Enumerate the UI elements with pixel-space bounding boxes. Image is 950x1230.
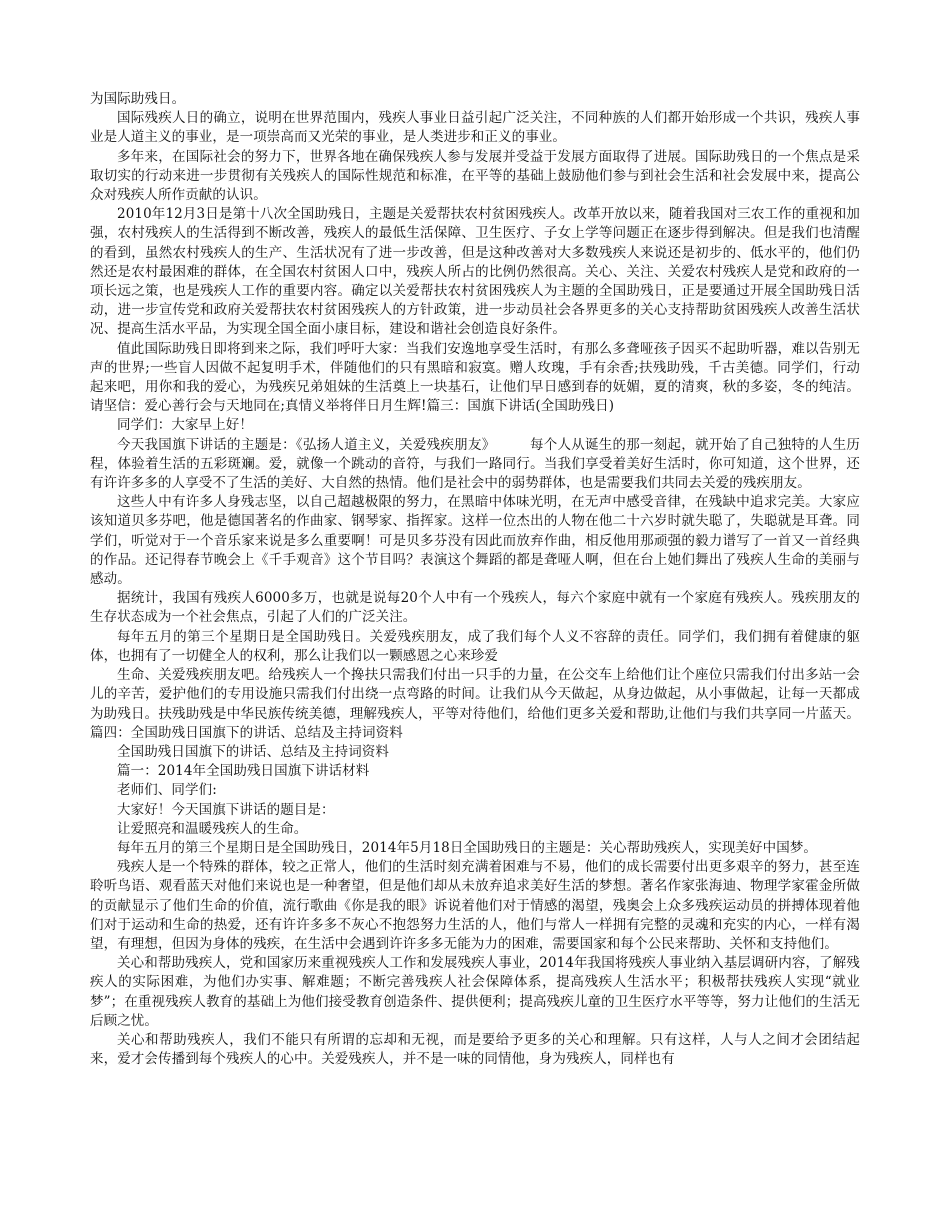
paragraph-19: 关心和帮助残疾人，党和国家历来重视残疾人工作和发展残疾人事业，2014年我国将残疾人事业纳入基层调研内容，了解残疾人的实际困难，为他们办实事、解难题；不断完善残疾人社会保障体系，提高残疾人生活水平；积极帮扶残疾人实现“就业梦”；在重视残疾人教育的基础上为他们接受教育创造条件、提供便利；提高残疾儿童的卫生医疗水平等等，努力让他们的生活无后顾之忧。 bbox=[90, 955, 860, 1029]
paragraph-8: 这些人中有许多人身残志坚，以自己超越极限的努力，在黑暗中体味光明，在无声中感受音律，在残缺中追求完美。大家应该知道贝多芬吧，他是德国著名的作曲家、钢琴家、指挥家。这样一位杰出的人物在他二十六岁时就失聪了，失聪就是耳聋。同学们，听觉对于一个音乐家来说是多么重要啊！可是贝多芬没有因此而放弃作曲，相反他用那顽强的毅力谱写了一首又一首经典的作品。还记得春节晚会上《千手观音》这个节目吗？表演这个舞蹈的都是聋哑人啊，但在台上她们舞出了残疾人生命的美丽与感动。 bbox=[90, 494, 860, 588]
paragraph-20: 关心和帮助残疾人，我们不能只有所谓的忘却和无视，而是要给予更多的关心和理解。只有这样，人与人之间才会团结起来，爱才会传播到每个残疾人的心中。关爱残疾人，并不是一味的同情他，身为残疾人，同样也有 bbox=[90, 1031, 860, 1068]
paragraph-18: 残疾人是一个特殊的群体，较之正常人，他们的生活时刻充满着困难与不易，他们的成长需要付出更多艰辛的努力，甚至连聆听鸟语、观看蓝天对他们来说也是一种奢望，但是他们却从未放弃追求美好生活的梦想。著名作家张海迪、物理学家霍金所做的贡献显示了他们生命的价值，流行歌曲《你是我的眼》诉说着他们对于情感的渴望，残奥会上众多残疾运动员的拼搏体现着他们对于运动和生命的热爱，还有许许多多不灰心不抱怨努力生活的人，他们与常人一样拥有完整的灵魂和充实的内心，一样有渴望，有理想，但因为身体的残疾，在生活中会遇到许许多多无能为力的困难，需要国家和每个公民来帮助、关怀和支持他们。 bbox=[90, 859, 860, 952]
paragraph-2: 国际残疾人日的确立，说明在世界范围内，残疾人事业日益引起广泛关注，不同种族的人们都开始形成一个共识，残疾人事业是人道主义的事业，是一项崇高而又光荣的事业，是人类进步和正义的事业。 bbox=[90, 110, 860, 146]
paragraph-13: 篇一：2014年全国助残日国旗下讲话材料 bbox=[117, 763, 370, 780]
paragraph-1: 为国际助残日。 bbox=[90, 91, 186, 107]
paragraph-4: 2010年12月3日是第十八次全国助残日，主题是关爱帮扶农村贫困残疾人。改革开放以来，随着我国对三农工作的重视和加强，农村残疾人的生活得到不断改善，残疾人的最低生活保障、卫生医疗、子女上学等问题正在逐步得到解决。但是我们也清醒的看到，虽然农村残疾人的生产、生活状况有了进一步改善，但是这种改善对大多数残疾人来说还是初步的、低水平的，他们仍然还是农村最困难的群体，在全国农村贫困人口中，残疾人所占的比例仍然很高。关心、关注、关爱农村残疾人是党和政府的一项长远之策，也是残疾人工作的重要内容。确定以关爱帮扶农村贫困残疾人为主题的全国助残日，正是要通过开展全国助残日活动，进一步宣传党和政府关爱帮扶农村贫困残疾人的方针政策，进一步动员社会各界更多的关心支持帮助贫困残疾人改善生活状况、提高生活水平品，为实现全国全面小康目标，建设和谐社会创造良好条件。 bbox=[90, 206, 860, 338]
paragraph-5: 值此国际助残日即将到来之际，我们呼吁大家：当我们安逸地享受生活时，有那么多聋哑孩子因买不起助听器，难以告别无声的世界;一些盲人因做不起复明手术，伴随他们的只有黑暗和寂寞。赠人玫瑰，手有余香;扶残助残，千古美德。同学们，行动起来吧，用你和我的爱心，为残疾兄弟姐妹的生活奠上一块基石，让他们早日感到春的妩媚，夏的清爽，秋的多姿，冬的纯洁。请坚信：爱心善行会与天地同在;真情义举将伴日月生辉!篇三：国旗下讲话(全国助残日) bbox=[90, 340, 860, 415]
paragraph-7: 今天我国旗下讲话的主题是：《弘扬人道主义，关爱残疾朋友》 每个人从诞生的那一刻起，就开始了自己独特的人生历程，体验着生活的五彩斑斓。爱，就像一个跳动的音符，与我们一路同行。当我们享受着美好生活时，你可知道，这个世界，还有许许多多的人享受不了生活的美好、大自然的热情。他们是社会中的弱势群体，也是需要我们共同去关爱的残疾朋友。 bbox=[90, 436, 860, 492]
paragraph-17: 每年五月的第三个星期日是全国助残日，2014年5月18日全国助残日的主题是：关心帮助残疾人，实现美好中国梦。 bbox=[117, 839, 818, 856]
paragraph-14: 老师们、同学们: bbox=[117, 782, 217, 799]
paragraph-10: 每年五月的第三个星期日是全国助残日。关爱残疾朋友，成了我们每个人义不容辞的责任。同学们，我们拥有着健康的躯体，也拥有了一切健全人的权利，那么让我们以一颗感恩之心来珍爱 bbox=[90, 628, 860, 664]
paragraph-16: 让爱照亮和温暖残疾人的生命。 bbox=[117, 820, 308, 837]
paragraph-6: 同学们：大家早上好！ bbox=[117, 417, 253, 434]
paragraph-12: 全国助残日国旗下的讲话、总结及主持词资料 bbox=[117, 743, 389, 760]
paragraph-9: 据统计，我国有残疾人6000多万，也就是说每20个人中有一个残疾人，每六个家庭中就有一个家庭有残疾人。残疾朋友的生存状态成为一个社会焦点，引起了人们的广泛关注。 bbox=[90, 590, 860, 626]
paragraph-11: 生命、关爱残疾朋友吧。给残疾人一个搀扶只需我们付出一只手的力量，在公交车上给他们让个座位只需我们付出多站一会儿的辛苦，爱护他们的专用设施只需我们付出绕一点弯路的时间。让我们从今天做起，从身边做起，从小事做起，让每一天都成为助残日。扶残助残是中华民族传统美德，理解残疾人，平等对待他们，给他们更多关爱和帮助,让他们与我们共享同一片蓝天。篇四：全国助残日国旗下的讲话、总结及主持词资料 bbox=[90, 667, 860, 741]
document-body bbox=[90, 90, 860, 1069]
paragraph-15: 大家好！今天国旗下讲话的题目是： bbox=[117, 801, 335, 818]
paragraph-3: 多年来，在国际社会的努力下，世界各地在确保残疾人参与发展并受益于发展方面取得了进展。国际助残日的一个焦点是采取切实的行动来进一步贯彻有关残疾人的国际性规范和标准，在平等的基础上鼓励他们参与到社会生活和社会发展中来，提高公众对残疾人所作贡献的认识。 bbox=[90, 148, 860, 204]
